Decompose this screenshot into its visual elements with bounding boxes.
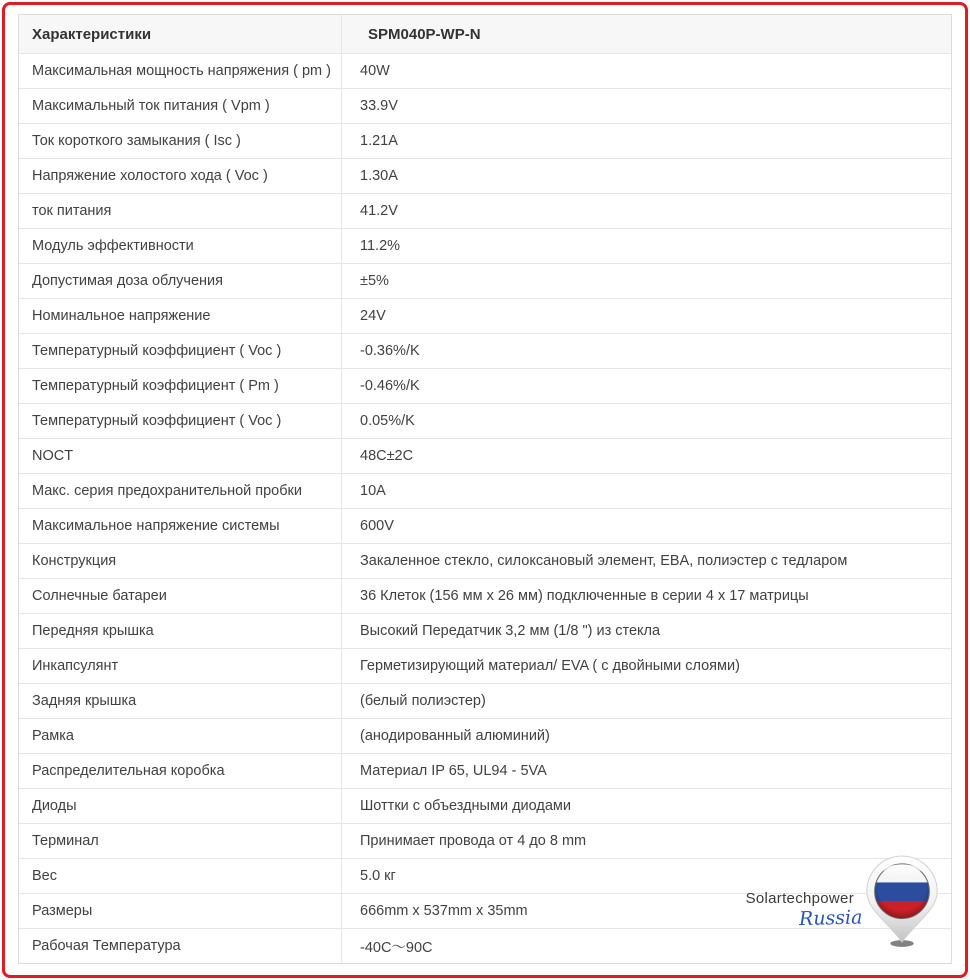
spec-label: Размеры bbox=[32, 903, 93, 919]
spec-value: Закаленное стекло, силоксановый элемент, EBA, полиэстер с тедларом bbox=[341, 544, 951, 578]
spec-label: NOCT bbox=[32, 448, 74, 464]
spec-label: ток питания bbox=[32, 203, 112, 219]
spec-value: 10A bbox=[341, 474, 951, 508]
spec-value: Принимает провода от 4 до 8 mm bbox=[341, 824, 951, 858]
spec-label: Температурный коэффициент ( Pm ) bbox=[32, 378, 279, 394]
table-row bbox=[19, 753, 951, 788]
spec-value: Материал IP 65, UL94 - 5VA bbox=[341, 754, 951, 788]
spec-value: (белый полиэстер) bbox=[341, 684, 951, 718]
spec-label: Рамка bbox=[32, 728, 74, 744]
spec-label: Температурный коэффициент ( Voc ) bbox=[32, 413, 282, 429]
brand-logo bbox=[746, 853, 944, 949]
spec-label: Распределительная коробка bbox=[32, 763, 225, 779]
table-row bbox=[19, 473, 951, 508]
brand-name: Solartechpower bbox=[745, 890, 854, 907]
spec-value: 40W bbox=[341, 54, 951, 88]
table-row bbox=[19, 788, 951, 823]
table-row bbox=[19, 543, 951, 578]
spec-value: 48C±2C bbox=[341, 439, 951, 473]
table-row bbox=[19, 228, 951, 263]
table-row bbox=[19, 403, 951, 438]
spec-value: 24V bbox=[341, 299, 951, 333]
table-row bbox=[19, 158, 951, 193]
header-characteristics: Характеристики bbox=[32, 25, 152, 43]
spec-value: 41.2V bbox=[341, 194, 951, 228]
spec-label: Конструкция bbox=[32, 553, 117, 569]
spec-label: Модуль эффективности bbox=[32, 238, 194, 254]
spec-label: Солнечные батареи bbox=[32, 588, 167, 604]
spec-value: 36 Клеток (156 мм x 26 мм) подключенные в серии 4 x 17 матрицы bbox=[341, 579, 951, 613]
spec-value: 11.2% bbox=[341, 229, 951, 263]
spec-label: Инкапсулянт bbox=[32, 658, 119, 674]
spec-label: Рабочая Температура bbox=[32, 938, 181, 954]
spec-label: Напряжение холостого хода ( Voc ) bbox=[32, 168, 268, 184]
spec-value: -0.36%/K bbox=[341, 334, 951, 368]
brand-country: Russia bbox=[798, 906, 863, 931]
table-row bbox=[19, 508, 951, 543]
spec-label: Терминал bbox=[32, 833, 99, 849]
specifications-table bbox=[18, 14, 952, 964]
spec-value: 666mm x 537mm x 35mm bbox=[341, 894, 951, 928]
spec-label: Максимальный ток питания ( Vpm ) bbox=[32, 98, 270, 114]
table-row bbox=[19, 193, 951, 228]
header-model: SPM040P-WP-N bbox=[341, 15, 951, 53]
spec-label: Максимальное напряжение системы bbox=[32, 518, 280, 534]
table-row bbox=[19, 718, 951, 753]
russia-flag-map-pin-icon bbox=[860, 853, 944, 949]
spec-label: Ток короткого замыкания ( Isc ) bbox=[32, 133, 241, 149]
table-body bbox=[19, 53, 951, 963]
spec-value: 600V bbox=[341, 509, 951, 543]
brand-text-block bbox=[745, 853, 863, 931]
spec-label: Номинальное напряжение bbox=[32, 308, 211, 324]
spec-value: -40C～90C bbox=[341, 929, 951, 963]
table-row bbox=[19, 648, 951, 683]
spec-label: Передняя крышка bbox=[32, 623, 154, 639]
spec-label: Диоды bbox=[32, 798, 77, 814]
spec-value: -0.46%/K bbox=[341, 369, 951, 403]
spec-value: ±5% bbox=[341, 264, 951, 298]
spec-value: Герметизирующий материал/ EVA ( с двойными слоями) bbox=[341, 649, 951, 683]
table-row bbox=[19, 683, 951, 718]
table-row bbox=[19, 578, 951, 613]
spec-label: Максимальная мощность напряжения ( pm ) bbox=[32, 63, 331, 79]
spec-value: 0.05%/K bbox=[341, 404, 951, 438]
table-row bbox=[19, 123, 951, 158]
table-row bbox=[19, 88, 951, 123]
spec-value: 1.30A bbox=[341, 159, 951, 193]
spec-label: Температурный коэффициент ( Voc ) bbox=[32, 343, 282, 359]
table-row bbox=[19, 263, 951, 298]
table-row bbox=[19, 53, 951, 88]
table-row bbox=[19, 613, 951, 648]
spec-value: 5.0 кг bbox=[341, 859, 951, 893]
table-row bbox=[19, 298, 951, 333]
spec-value: Высокий Передатчик 3,2 мм (1/8 ") из стекла bbox=[341, 614, 951, 648]
spec-value: Шоттки с объездными диодами bbox=[341, 789, 951, 823]
spec-value: (анодированный алюминий) bbox=[341, 719, 951, 753]
table-row bbox=[19, 368, 951, 403]
table-header-row bbox=[19, 15, 951, 53]
spec-label: Задняя крышка bbox=[32, 693, 137, 709]
spec-value: 33.9V bbox=[341, 89, 951, 123]
table-row bbox=[19, 333, 951, 368]
spec-label: Допустимая доза облучения bbox=[32, 273, 223, 289]
spec-label: Вес bbox=[32, 868, 57, 884]
table-row bbox=[19, 438, 951, 473]
spec-value: 1.21A bbox=[341, 124, 951, 158]
spec-label: Макс. серия предохранительной пробки bbox=[32, 483, 302, 499]
